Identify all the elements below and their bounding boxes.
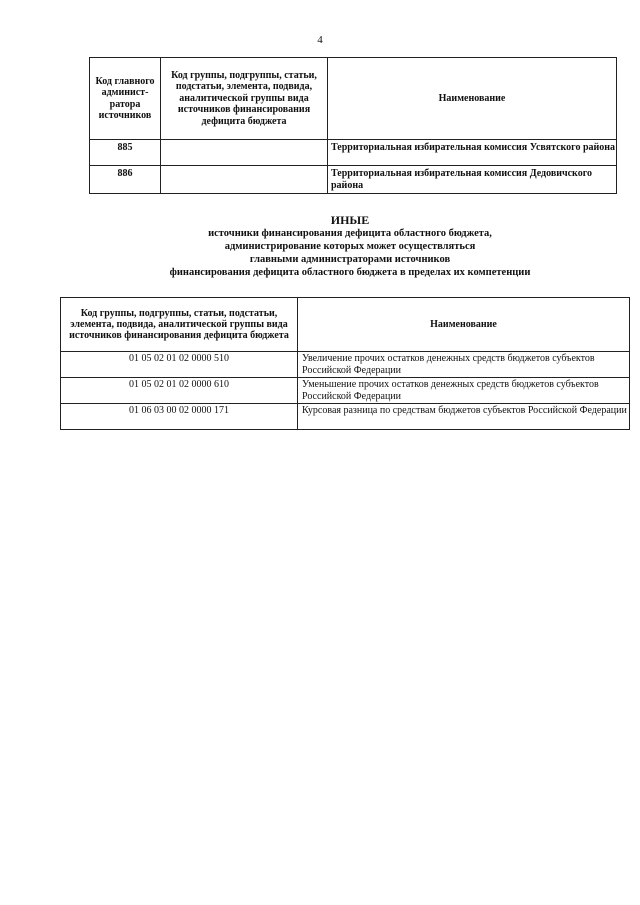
header-group-code: Код группы, подгруппы, статьи, подстатьи, элемента, подвида, аналитической группы вида источников финансирования дефицита бюджета (161, 58, 328, 140)
other-sources-table (60, 297, 630, 430)
name-cell: Территориальная избирательная комиссия Дедовичского района (328, 166, 617, 194)
admin-code-cell: 885 (90, 140, 161, 166)
header-name: Наименование (298, 298, 630, 352)
header-group-code: Код группы, подгруппы, статьи, подстатьи, элемента, подвида, аналитической группы вида источников финансирования дефицита бюджета (61, 298, 298, 352)
administrators-table (89, 57, 617, 194)
source-code-cell: 01 06 03 00 02 0000 171 (61, 404, 298, 430)
heading-line: администрирование которых может осуществляться (224, 241, 476, 252)
header-admin-code: Код главного админист-ратора источников (90, 58, 161, 140)
table-header-row (90, 58, 617, 140)
table-row (61, 404, 630, 430)
name-cell: Курсовая разница по средствам бюджетов субъектов Российской Федерации (298, 404, 630, 430)
table-header-row (61, 298, 630, 352)
group-code-cell (161, 166, 328, 194)
source-code-cell: 01 05 02 01 02 0000 610 (61, 378, 298, 404)
heading-line: финансирования дефицита областного бюджета в пределах их компетенции (169, 267, 531, 278)
table-row (90, 166, 617, 194)
source-code-cell: 01 05 02 01 02 0000 510 (61, 352, 298, 378)
heading-line: главными администраторами источников (249, 254, 451, 265)
table-row (90, 140, 617, 166)
name-cell: Увеличение прочих остатков денежных средств бюджетов субъектов Российской Федерации (298, 352, 630, 378)
table-row (61, 352, 630, 378)
header-name: Наименование (328, 58, 617, 140)
name-cell: Территориальная избирательная комиссия Усвятского района (328, 140, 617, 166)
table-row (61, 378, 630, 404)
admin-code-cell: 886 (90, 166, 161, 194)
name-cell: Уменьшение прочих остатков денежных средств бюджетов субъектов Российской Федерации (298, 378, 630, 404)
heading-line: источники финансирования дефицита областного бюджета, (208, 228, 492, 239)
heading-title: ИНЫЕ (330, 213, 370, 227)
page-number: 4 (317, 34, 323, 46)
group-code-cell (161, 140, 328, 166)
section-heading (60, 213, 640, 279)
